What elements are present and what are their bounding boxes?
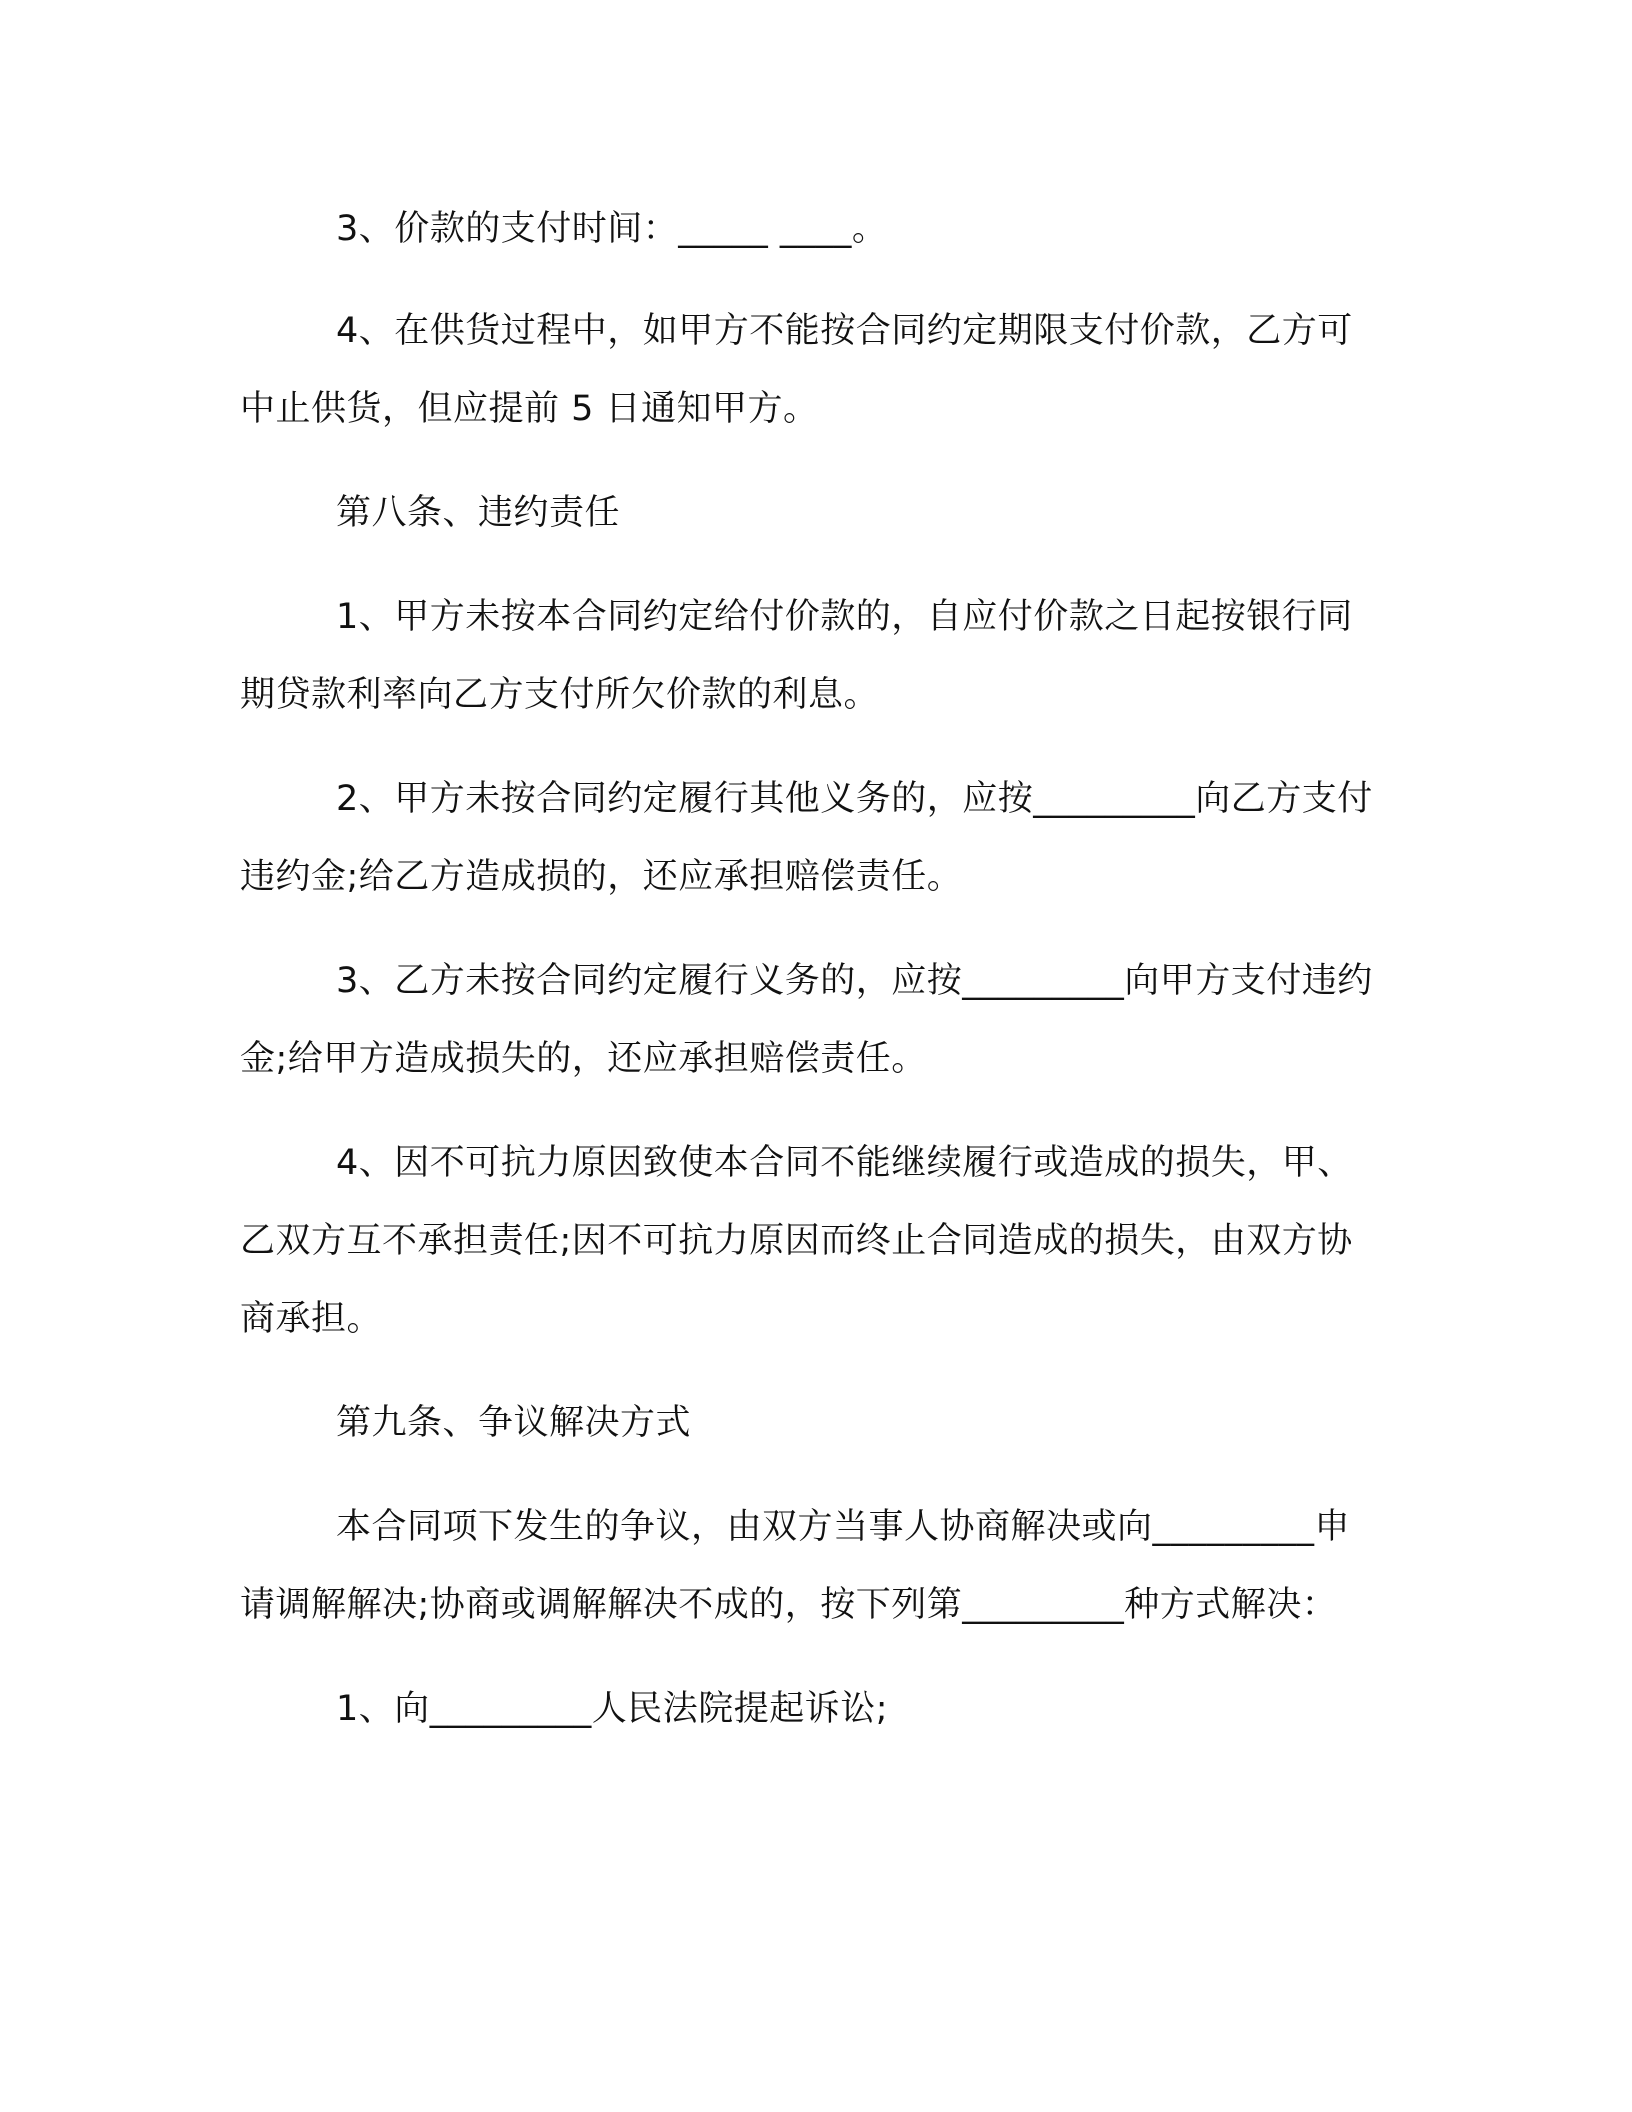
article-nine-heading: 第九条、争议解决方式 xyxy=(336,1403,692,1443)
document-body xyxy=(240,190,1380,1748)
supply-suspension-clause: 4、在供货过程中，如甲方不能按合同约定期限支付价款，乙方可中止供货，但应提前 5 日通知甲方。 xyxy=(240,311,1353,429)
buyer-payment-breach-clause: 1、甲方未按本合同约定给付价款的，自应付价款之日起按银行同期贷款利率向乙方支付所欠价款的利息。 xyxy=(240,597,1353,715)
litigation-option: 1、向_________人民法院提起诉讼; xyxy=(336,1689,889,1729)
article-eight-heading: 第八条、违约责任 xyxy=(336,493,621,533)
payment-time-clause: 3、价款的支付时间：_____ ____。 xyxy=(336,209,888,249)
buyer-other-breach-clause: 2、甲方未按合同约定履行其他义务的，应按_________向乙方支付违约金;给乙方造成损的，还应承担赔偿责任。 xyxy=(240,779,1373,897)
force-majeure-clause: 4、因不可抗力原因致使本合同不能继续履行或造成的损失，甲、乙双方互不承担责任;因不可抗力原因而终止合同造成的损失，由双方协商承担。 xyxy=(240,1143,1353,1339)
seller-breach-clause: 3、乙方未按合同约定履行义务的，应按_________向甲方支付违约金;给甲方造成损失的，还应承担赔偿责任。 xyxy=(240,961,1373,1079)
dispute-resolution-clause: 本合同项下发生的争议，由双方当事人协商解决或向_________申请调解解决;协商或调解解决不成的，按下列第_________种方式解决： xyxy=(240,1507,1351,1625)
